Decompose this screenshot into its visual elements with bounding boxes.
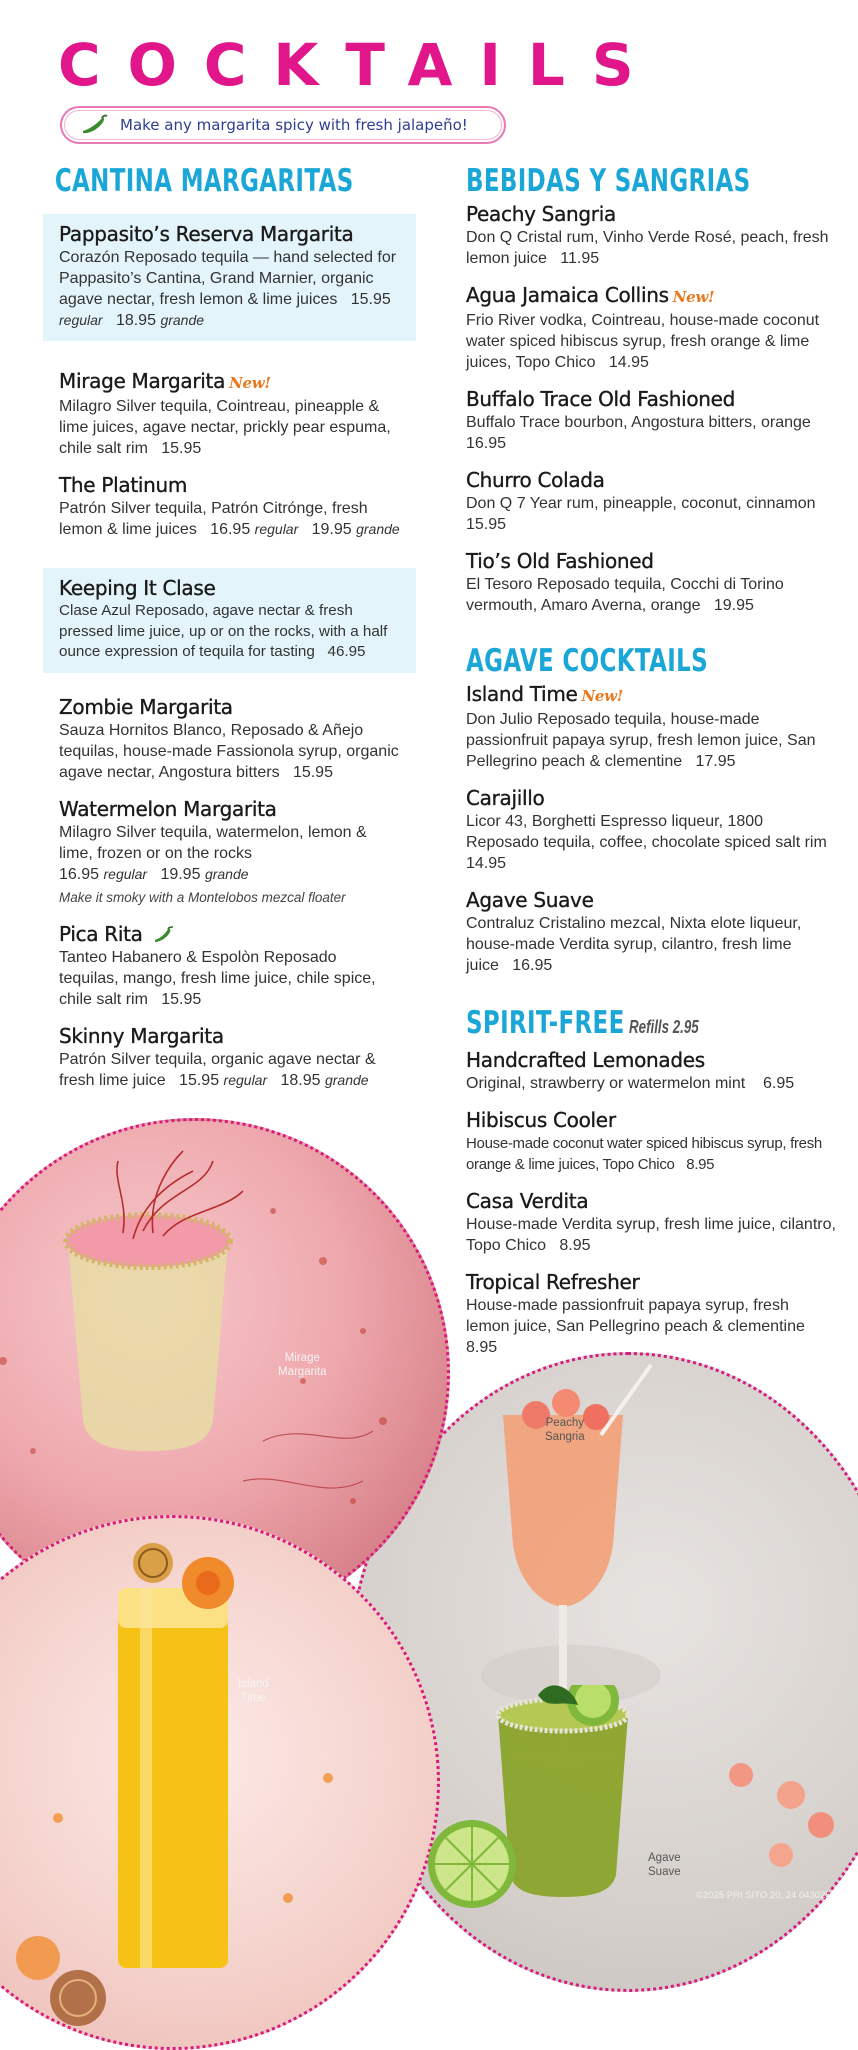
right-column	[466, 160, 836, 1372]
spicy-note-text: Make any margarita spicy with fresh jalapeño!	[120, 116, 468, 134]
item-desc: Contraluz Cristalino mezcal, Nixta elote liqueur, house-made Verdita syrup, cilantro, fresh lime juice 16.95	[466, 915, 802, 974]
item-desc: Patrón Silver tequila, Patrón Citrónge, fresh lemon & lime juices 16.95 regular 19.95 grande	[59, 500, 400, 538]
menu-item	[43, 695, 416, 783]
item-name: Hibiscus Cooler	[466, 1108, 616, 1132]
menu-item	[466, 202, 836, 269]
menu-item	[466, 1270, 836, 1358]
menu-item	[466, 682, 836, 772]
menu-item	[466, 786, 836, 874]
item-desc: House-made Verdita syrup, fresh lime juice, cilantro, Topo Chico 8.95	[466, 1216, 836, 1254]
item-desc: Tanteo Habanero & Espolòn Reposado tequilas, mango, fresh lime juice, chile spice, chile salt rim 15.95	[59, 948, 376, 1008]
menu-item	[466, 1108, 836, 1175]
new-badge: New!	[672, 288, 715, 306]
item-name: Agave Suave	[466, 888, 594, 912]
jalapeno-icon	[153, 926, 175, 944]
item-name: Casa Verdita	[466, 1189, 589, 1213]
item-desc: Sauza Hornitos Blanco, Reposado & Añejo tequilas, house-made Fassionola syrup, organic agave nectar, Angostura bitters 15.95	[59, 721, 399, 781]
peachy-sangria-label: Peachy Sangria	[545, 1417, 585, 1443]
item-note: Make it smoky with a Montelobos mezcal floater	[59, 889, 346, 905]
island-time-label: Island Time	[238, 1678, 269, 1704]
item-name: Tio’s Old Fashioned	[466, 549, 654, 573]
item-desc: Clase Azul Reposado, agave nectar & fresh pressed lime juice, up or on the rocks, with a half ounce expression of tequila for tasting 46.95	[59, 602, 388, 660]
item-name: Agua Jamaica Collins New!	[466, 283, 715, 307]
section-heading-agave: AGAVE COCKTAILS	[466, 643, 708, 679]
item-name: Pica Rita	[59, 922, 400, 947]
jalapeno-icon	[80, 114, 110, 136]
menu-item	[43, 797, 416, 908]
item-name: Keeping It Clase	[59, 576, 216, 600]
item-desc: Milagro Silver tequila, watermelon, lemon & lime, frozen or on the rocks 16.95 regular 19.95 grande	[59, 823, 367, 883]
menu-item	[466, 888, 836, 976]
item-name: Tropical Refresher	[466, 1270, 640, 1294]
mirage-margarita-label: Mirage Margarita	[278, 1352, 327, 1378]
menu-item	[466, 387, 836, 454]
item-name: Handcrafted Lemonades	[466, 1048, 705, 1072]
menu-item	[43, 214, 416, 341]
menu-item	[43, 1024, 416, 1091]
item-name: Churro Colada	[466, 468, 605, 492]
agave-suave-label: Agave Suave	[648, 1852, 681, 1878]
item-desc: Original, strawberry or watermelon mint 6.95	[466, 1075, 795, 1092]
item-name: Skinny Margarita	[59, 1023, 224, 1048]
section-heading-bebidas: BEBIDAS Y SANGRIAS	[466, 163, 751, 199]
item-name: Zombie Margarita	[59, 694, 233, 719]
item-name: Island Time New!	[466, 682, 624, 706]
menu-item	[466, 1189, 836, 1256]
item-desc: Buffalo Trace bourbon, Angostura bitters, orange 16.95	[466, 414, 811, 452]
item-desc: Licor 43, Borghetti Espresso liqueur, 1800 Reposado tequila, coffee, chocolate spiced salt rim 14.95	[466, 813, 827, 872]
menu-item	[466, 1048, 836, 1094]
refills-note: Refills 2.95	[629, 1017, 699, 1037]
item-desc: House-made passionfruit papaya syrup, fresh lemon juice, San Pellegrino peach & clementine 8.95	[466, 1297, 805, 1356]
item-desc: Corazón Reposado tequila — hand selected for Pappasito’s Cantina, Grand Marnier, organic agave nectar, fresh lemon & lime juices 15.95 regular 18.95 grande	[59, 249, 397, 329]
item-desc: House-made coconut water spiced hibiscus syrup, fresh orange & lime juices, Topo Chico 8.95	[466, 1135, 822, 1173]
item-desc: Don Q Cristal rum, Vinho Verde Rosé, peach, fresh lemon juice 11.95	[466, 229, 829, 267]
menu-item	[466, 283, 836, 373]
item-name: Peachy Sangria	[466, 202, 616, 226]
copyright-text: ©2025 PRI SITO 20, 24 043025	[696, 1890, 831, 1901]
menu-item	[466, 468, 836, 535]
new-badge: New!	[229, 374, 271, 392]
left-column	[43, 160, 416, 1105]
new-badge: New!	[581, 687, 624, 705]
item-desc: Patrón Silver tequila, organic agave nectar & fresh lime juice 15.95 regular 18.95 grande	[59, 1050, 376, 1089]
menu-item	[43, 473, 416, 540]
item-name: The Platinum	[59, 473, 188, 497]
item-desc: Don Q 7 Year rum, pineapple, coconut, cinnamon 15.95	[466, 495, 816, 533]
menu-item	[43, 922, 416, 1010]
section-heading-spirit-free: SPIRIT-FREE Refills 2.95	[466, 1002, 740, 1048]
item-name: Mirage Margarita New!	[59, 369, 271, 393]
item-name: Buffalo Trace Old Fashioned	[466, 387, 736, 411]
item-desc: Don Julio Reposado tequila, house-made passionfruit papaya syrup, fresh lemon juice, San Pellegrino peach & clementine 17.95	[466, 711, 816, 770]
item-desc: Milagro Silver tequila, Cointreau, pineapple & lime juices, agave nectar, prickly pear espuma, chile salt rim 15.95	[59, 398, 391, 457]
lime-slice-icon	[420, 1802, 520, 1920]
spicy-note-banner	[60, 106, 506, 144]
item-desc: Frio River vodka, Cointreau, house-made coconut water spiced hibiscus syrup, fresh orange & lime juices, Topo Chico 14.95	[466, 312, 820, 371]
item-name: Watermelon Margarita	[59, 796, 277, 821]
menu-title: COCKTAILS	[58, 31, 661, 99]
menu-item	[466, 549, 836, 616]
menu-item	[43, 369, 416, 459]
item-desc: El Tesoro Reposado tequila, Cocchi di Torino vermouth, Amaro Averna, orange 19.95	[466, 576, 784, 614]
menu-item	[43, 568, 416, 673]
section-heading-cantina: CANTINA MARGARITAS	[54, 163, 354, 199]
item-name: Carajillo	[466, 786, 545, 810]
item-name: Pappasito’s Reserva Margarita	[59, 222, 354, 246]
